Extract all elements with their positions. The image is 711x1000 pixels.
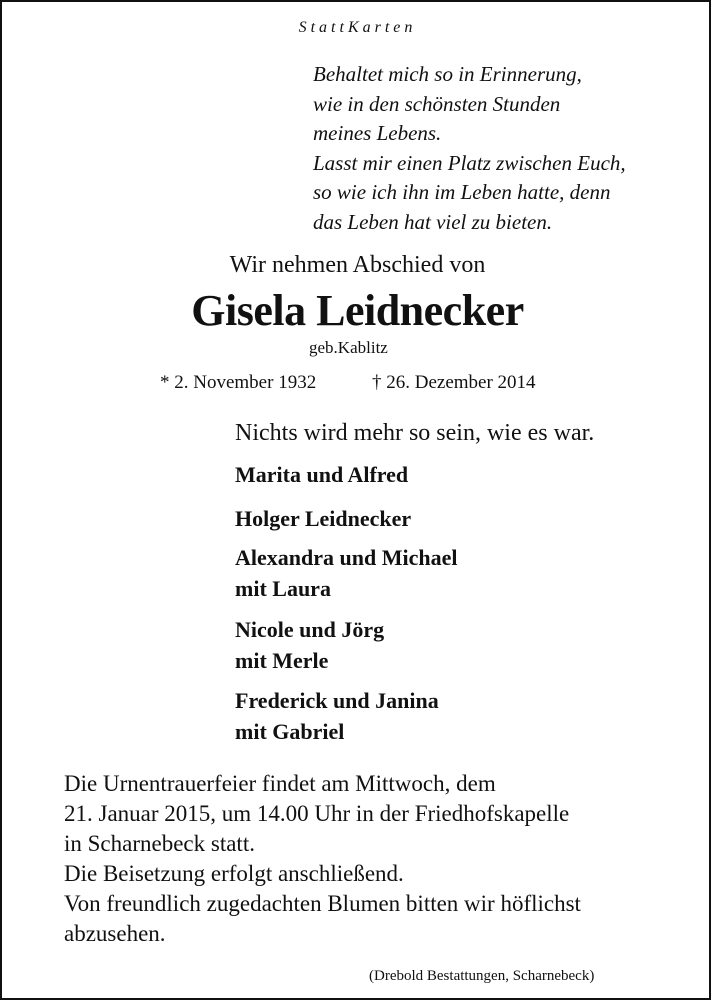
poem-line: wie in den schönsten Stunden bbox=[313, 91, 561, 116]
mourner-group bbox=[235, 685, 439, 747]
poem-line: das Leben hat viel zu bieten. bbox=[313, 209, 553, 234]
mourning-motto: Nichts wird mehr so sein, wie es war. bbox=[235, 420, 595, 446]
mourner-group bbox=[235, 614, 384, 676]
mourner-group bbox=[235, 542, 457, 604]
mourner-line: mit Laura bbox=[235, 576, 331, 601]
service-info bbox=[64, 769, 704, 949]
death-date: † 26. Dezember 2014 bbox=[372, 372, 536, 393]
service-line: Die Beisetzung erfolgt anschließend. bbox=[64, 861, 404, 886]
poem-line: so wie ich ihn im Leben hatte, denn bbox=[313, 180, 611, 204]
mourner-group bbox=[235, 459, 408, 490]
mourner-line: mit Merle bbox=[235, 648, 329, 673]
mourner-line: mit Gabriel bbox=[235, 719, 345, 744]
statt-karten-header: StattKarten bbox=[298, 19, 417, 36]
deceased-name: Gisela Leidnecker bbox=[191, 286, 524, 335]
service-line: abzusehen. bbox=[64, 921, 166, 946]
service-line: Von freundlich zugedachten Blumen bitten wir höflichst bbox=[64, 891, 581, 916]
service-line: in Scharnebeck statt. bbox=[64, 831, 255, 856]
mourner-line: Nicole und Jörg bbox=[235, 617, 385, 642]
mourner-group bbox=[235, 503, 411, 534]
farewell-intro: Wir nehmen Abschied von bbox=[229, 252, 486, 278]
mourner-line: Frederick und Janina bbox=[235, 688, 439, 713]
birth-date: * 2. November 1932 bbox=[160, 372, 317, 393]
funeral-home-credit: (Drebold Bestattungen, Scharnebeck) bbox=[369, 968, 595, 984]
poem-line: Lasst mir einen Platz zwischen Euch, bbox=[313, 150, 626, 175]
birth-name: geb.Kablitz bbox=[309, 338, 388, 357]
poem-line: meines Lebens. bbox=[313, 121, 442, 145]
mourner-line: Holger Leidnecker bbox=[235, 506, 412, 531]
service-line: 21. Januar 2015, um 14.00 Uhr in der Friedhofskapelle bbox=[64, 801, 570, 826]
service-line: Die Urnentrauerfeier findet am Mittwoch, dem bbox=[64, 771, 496, 796]
poem-line: Behaltet mich so in Erinnerung, bbox=[313, 62, 582, 86]
poem-block bbox=[313, 60, 703, 237]
mourner-line: Alexandra und Michael bbox=[235, 545, 458, 570]
mourner-line: Marita und Alfred bbox=[235, 462, 409, 487]
